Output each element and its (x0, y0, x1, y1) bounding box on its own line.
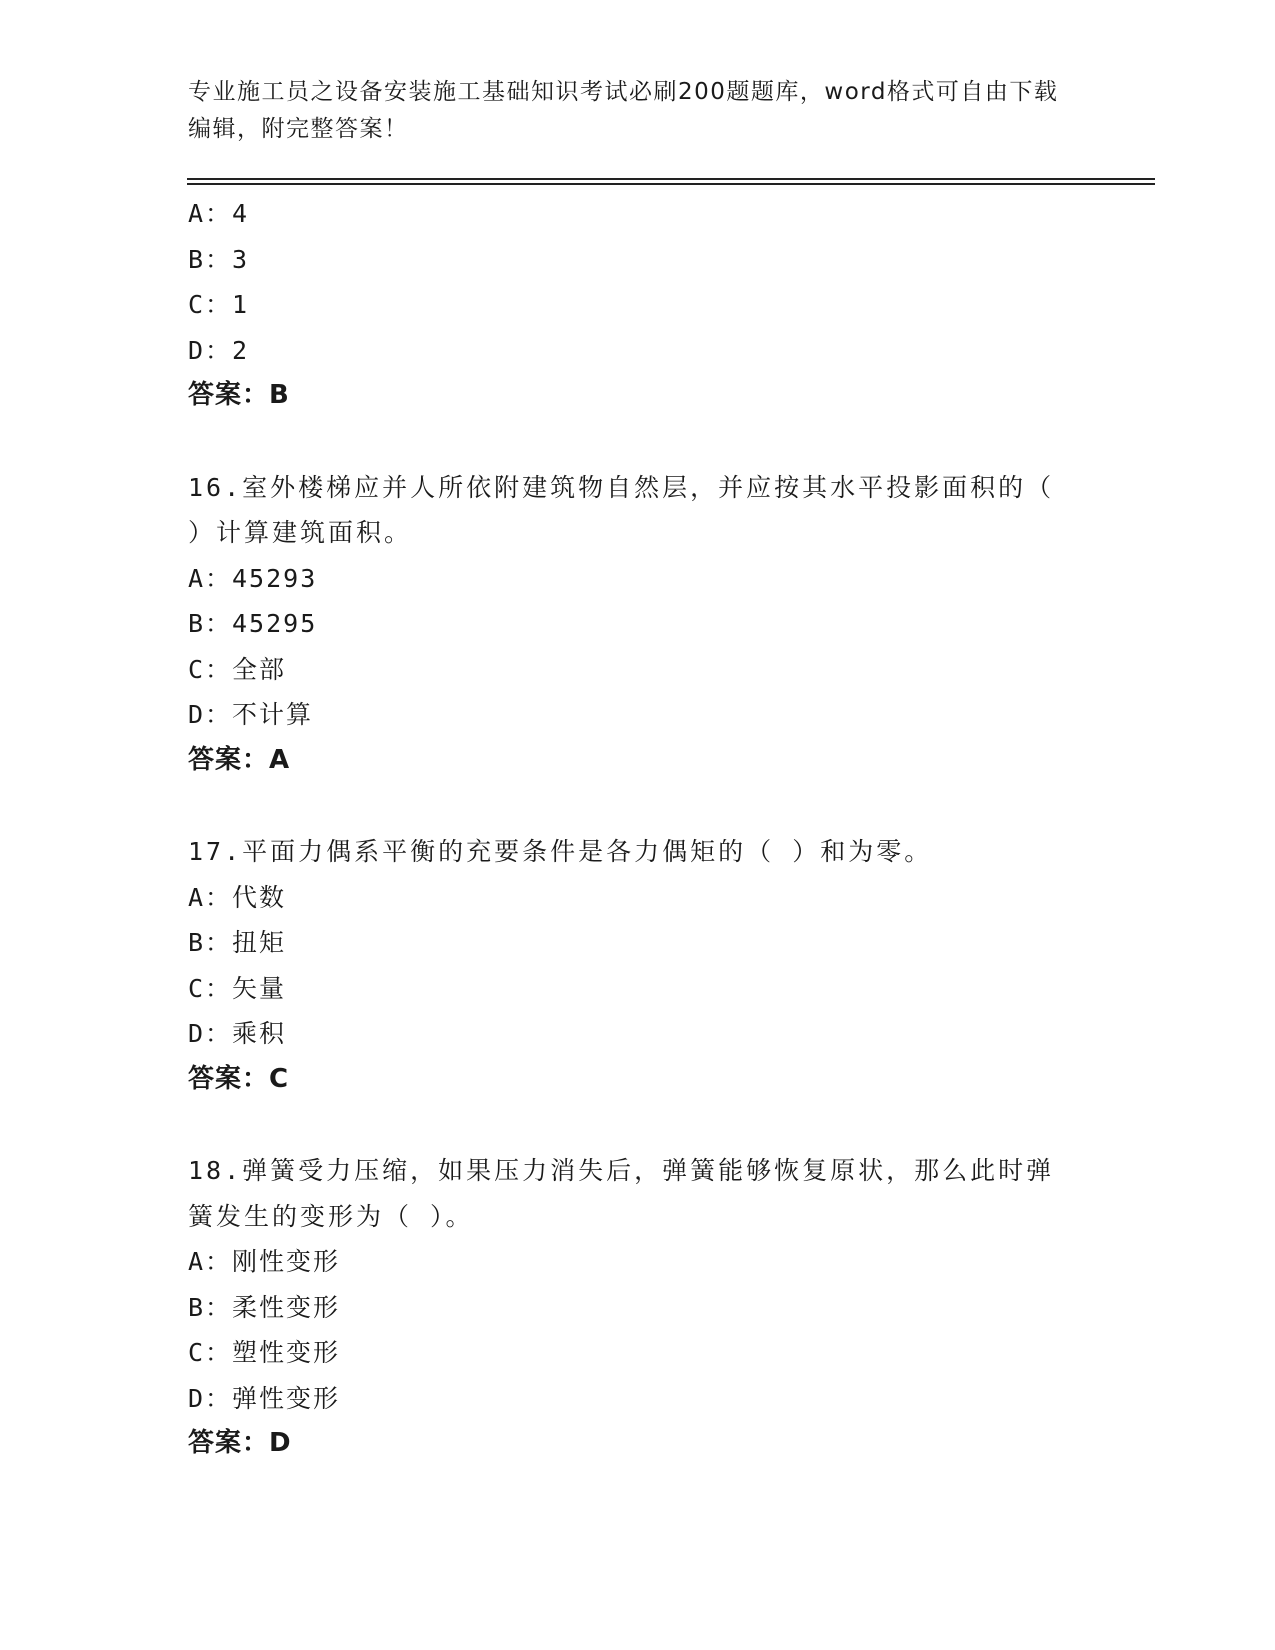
question-block-17 (188, 829, 1088, 1102)
option-text: 不计算 (232, 700, 314, 729)
option-label: C： (188, 1338, 233, 1367)
question-list (188, 191, 1088, 1467)
option-label: B： (188, 609, 233, 638)
question-line-2: 簧发生的变形为（ ）。 (188, 1201, 474, 1231)
question-line-1: 16.室外楼梯应并人所依附建筑物自然层，并应按其水平投影面积的（ (188, 472, 1055, 502)
option-text: 1 (232, 290, 250, 319)
option-d (188, 692, 1088, 738)
option-text: 45293 (232, 563, 318, 593)
option-label: B： (188, 244, 233, 274)
option-label: A： (188, 882, 233, 912)
option-label: D： (188, 700, 233, 729)
option-text: 矢量 (232, 973, 287, 1003)
answer-line: 答案：D (188, 1428, 292, 1458)
option-text: 弹性变形 (232, 1383, 341, 1413)
option-c (188, 282, 1088, 328)
option-a (188, 191, 1088, 237)
option-text: 代数 (232, 882, 287, 912)
option-c (188, 966, 1088, 1012)
question-text (188, 1148, 1088, 1239)
option-b (188, 920, 1088, 966)
option-label: A： (188, 1247, 233, 1276)
option-d (188, 1376, 1088, 1422)
document-header (188, 74, 1088, 148)
answer-line: 答案：C (188, 1063, 290, 1094)
option-label: D： (188, 1383, 233, 1413)
option-label: C： (188, 973, 233, 1003)
question-block-18 (188, 1148, 1088, 1467)
answer-line: 答案：A (188, 744, 291, 775)
option-d (188, 328, 1088, 374)
option-text: 扭矩 (232, 928, 287, 957)
option-text: 乘积 (232, 1019, 287, 1048)
option-text: 45295 (232, 609, 318, 638)
option-label: B： (188, 928, 233, 957)
option-label: A： (188, 563, 233, 593)
option-label: C： (188, 654, 233, 684)
header-divider-top (187, 178, 1155, 180)
option-text: 刚性变形 (232, 1247, 341, 1276)
option-text: 全部 (232, 654, 287, 684)
answer-line: 答案：B (188, 380, 290, 410)
option-c (188, 647, 1088, 693)
question-line-1: 18.弹簧受力压缩，如果压力消失后，弹簧能够恢复原状，那么此时弹 (188, 1156, 1055, 1185)
header-line-1: 专业施工员之设备安装施工基础知识考试必刷200题题库，word格式可自由下载 (188, 79, 1059, 105)
option-label: C： (188, 290, 233, 319)
header-line-2: 编辑，附完整答案！ (188, 116, 409, 142)
option-b (188, 1285, 1088, 1331)
option-d (188, 1011, 1088, 1057)
option-label: A： (188, 199, 233, 228)
question-line-1: 17.平面力偶系平衡的充要条件是各力偶矩的（ ）和为零。 (188, 837, 933, 866)
option-b (188, 237, 1088, 283)
option-a (188, 1239, 1088, 1285)
option-text: 2 (232, 335, 250, 365)
option-a (188, 556, 1088, 602)
option-label: B： (188, 1292, 233, 1322)
question-block-15 (188, 191, 1088, 419)
question-line-2: ）计算建筑面积。 (188, 518, 413, 547)
option-b (188, 601, 1088, 647)
question-block-16 (188, 465, 1088, 784)
option-a (188, 875, 1088, 921)
option-c (188, 1330, 1088, 1376)
question-text (188, 829, 1088, 875)
option-label: D： (188, 1019, 233, 1048)
option-text: 柔性变形 (232, 1292, 341, 1322)
option-text: 3 (232, 244, 250, 274)
header-divider-bottom (187, 183, 1155, 185)
option-label: D： (188, 335, 233, 365)
option-text: 塑性变形 (232, 1338, 341, 1367)
question-text (188, 465, 1088, 556)
option-text: 4 (232, 199, 250, 228)
